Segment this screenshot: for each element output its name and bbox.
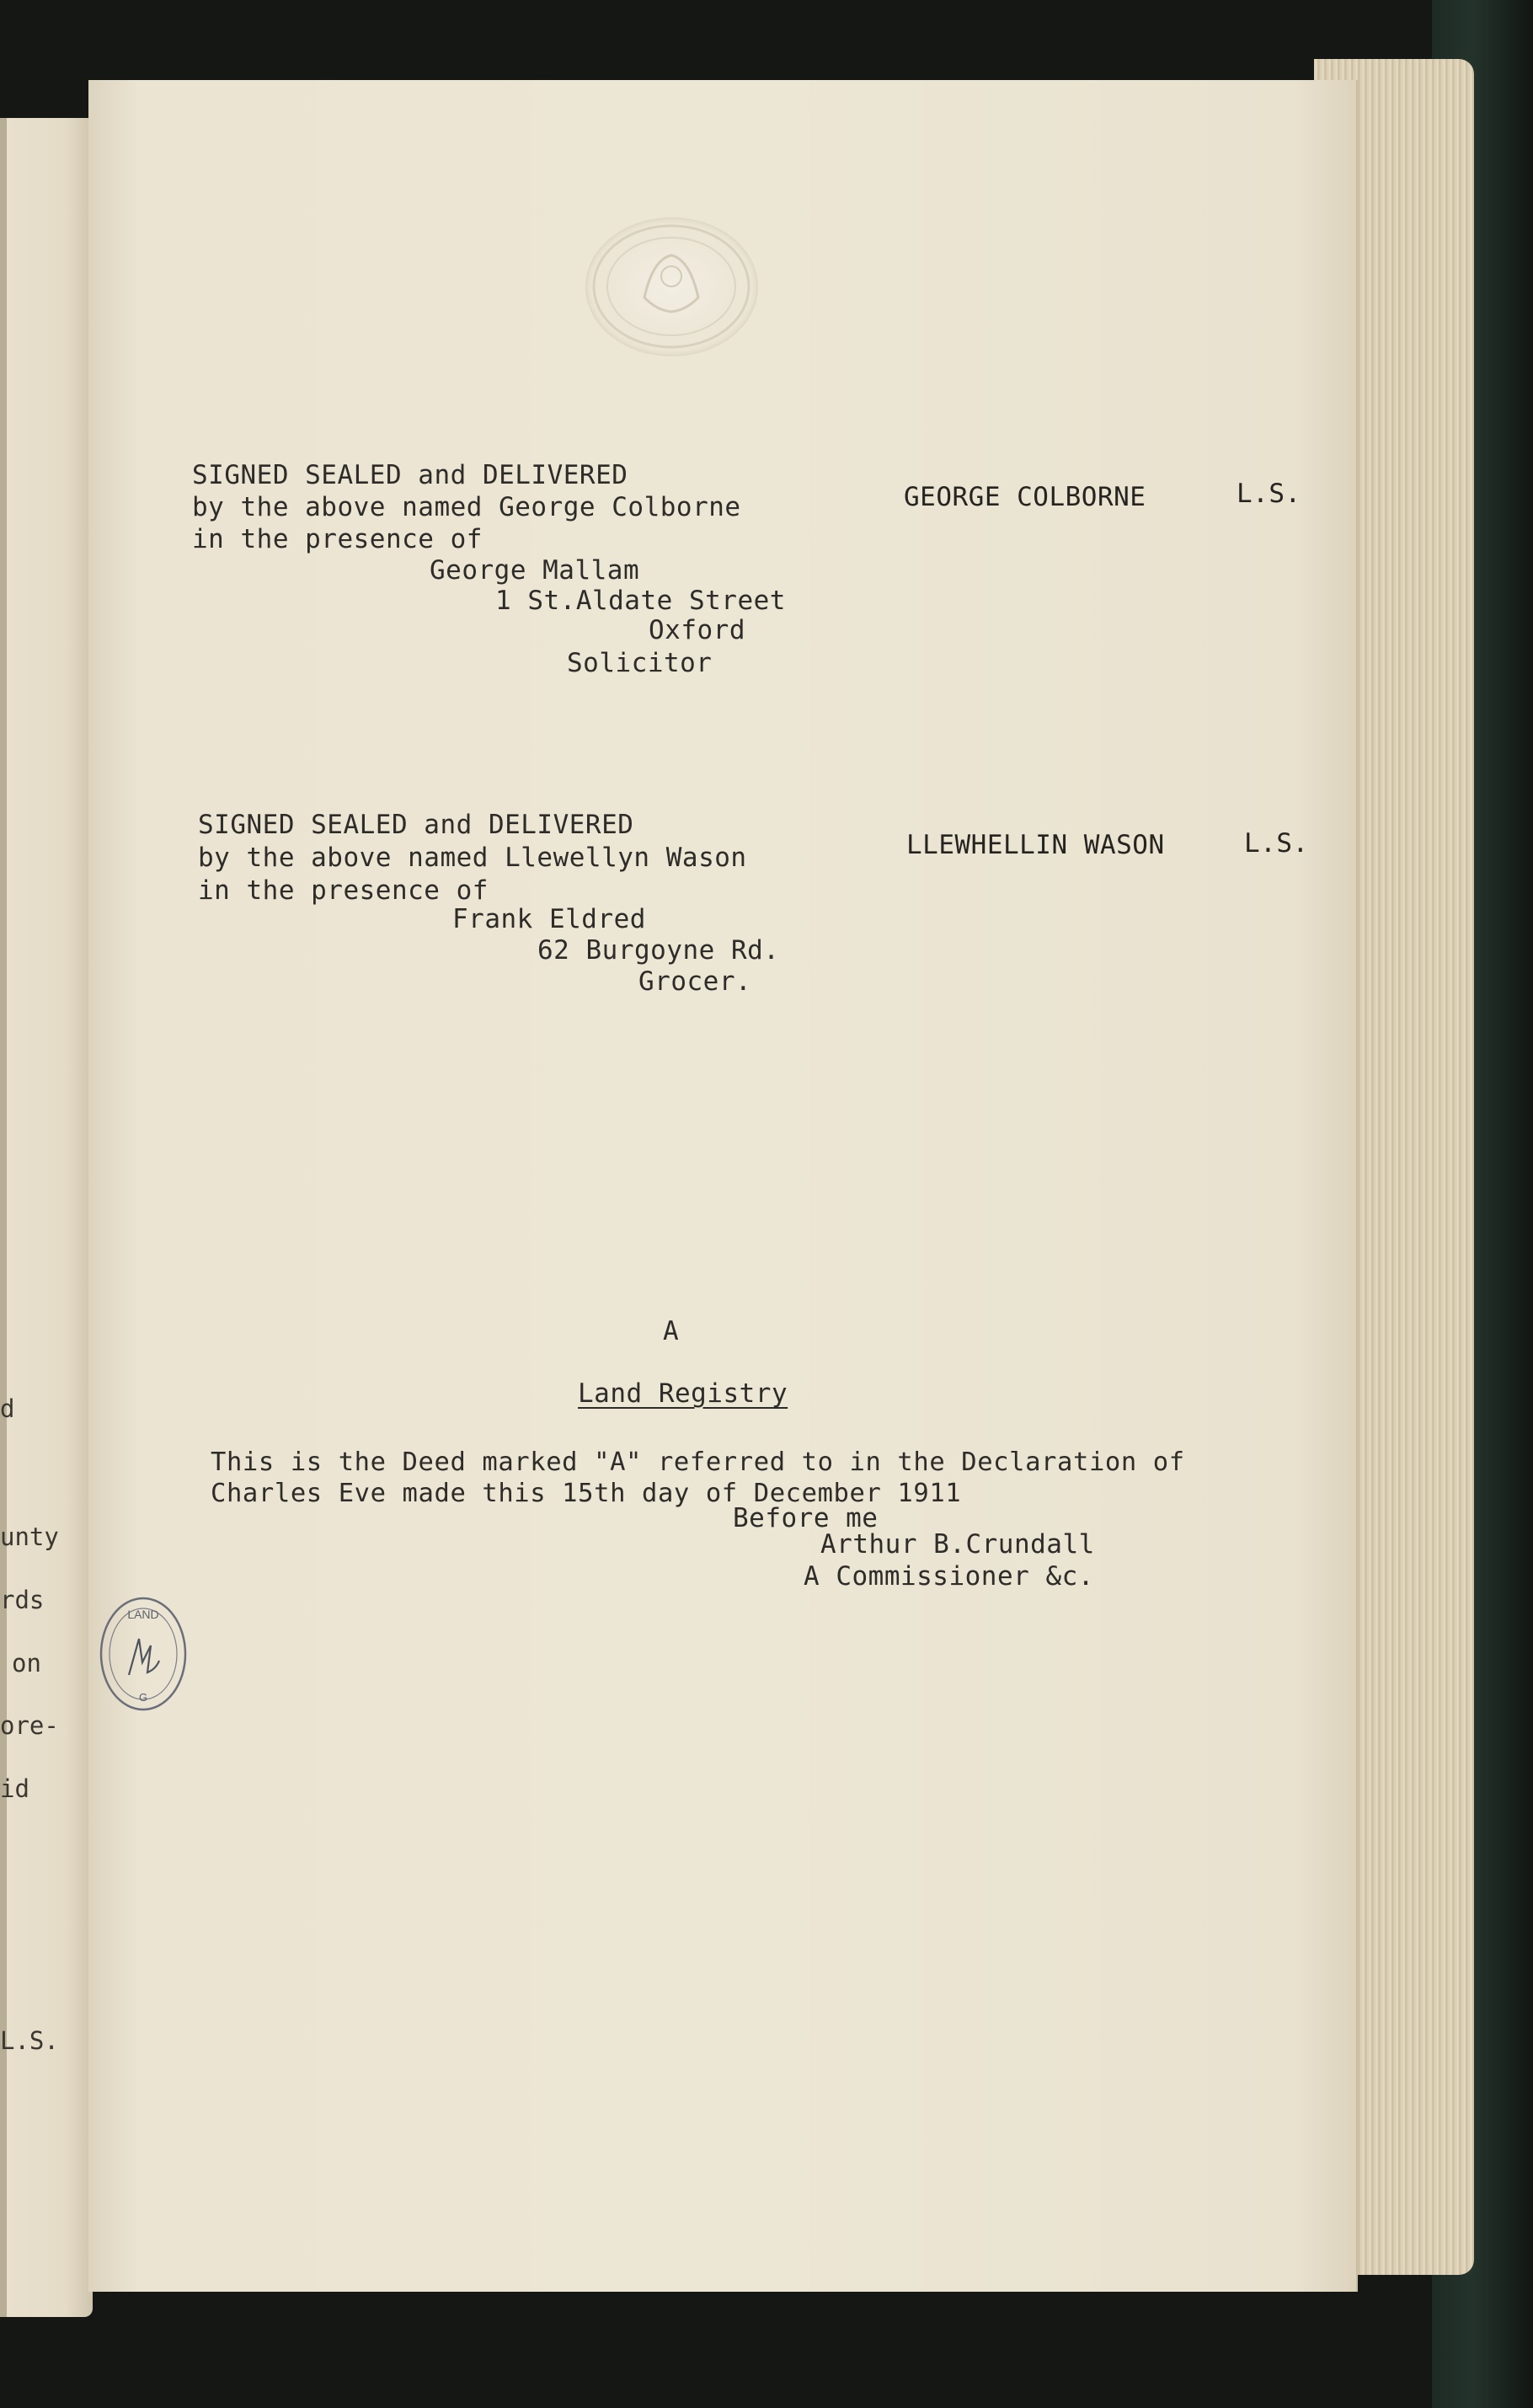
seal-mark: L.S.: [1237, 479, 1301, 509]
exhibit-statement: Charles Eve made this 15th day of December 1911: [211, 1479, 962, 1508]
exhibit-before-me: Before me: [733, 1503, 879, 1533]
witness-occupation: Grocer.: [638, 966, 752, 997]
witness-address: 62 Burgoyne Rd.: [537, 935, 780, 966]
exhibit-statement: This is the Deed marked "A" referred to in the Declaration of: [211, 1447, 1185, 1477]
signatory-name: LLEWHELLIN WASON: [906, 830, 1165, 860]
seal-mark: L.S.: [1244, 828, 1309, 859]
witness-occupation: Solicitor: [567, 648, 713, 678]
attestation-line: in the presence of: [198, 875, 489, 906]
svg-text:G: G: [138, 1691, 148, 1704]
attestation-line: SIGNED SEALED and DELIVERED: [198, 810, 634, 840]
attestation-line: by the above named George Colborne: [192, 492, 741, 522]
left-fragment: on: [12, 1649, 41, 1678]
commissioner-title: A Commissioner &c.: [804, 1561, 1094, 1592]
document-page: [88, 80, 1356, 2292]
left-fragment: ore-: [0, 1711, 59, 1740]
left-fragment: unty: [0, 1522, 59, 1551]
exhibit-mark: A: [663, 1316, 680, 1346]
exhibit-heading: Land Registry: [578, 1378, 788, 1409]
embossed-seal-icon: [585, 217, 758, 356]
witness-name: Frank Eldred: [452, 904, 646, 934]
attestation-line: by the above named Llewellyn Wason: [198, 843, 747, 873]
left-fragment: L.S.: [0, 2026, 59, 2055]
left-page: [0, 118, 93, 2317]
left-page-edge: [0, 118, 7, 2317]
attestation-line: SIGNED SEALED and DELIVERED: [192, 460, 628, 490]
witness-name: George Mallam: [430, 555, 640, 586]
commissioner-name: Arthur B.Crundall: [820, 1529, 1095, 1560]
witness-address: 1 St.Aldate Street: [495, 586, 786, 616]
left-fragment: id: [0, 1774, 29, 1803]
left-fragment: d: [0, 1394, 15, 1423]
svg-text:LAND: LAND: [127, 1608, 159, 1621]
attestation-line: in the presence of: [192, 524, 483, 554]
signatory-name: GEORGE COLBORNE: [904, 482, 1146, 512]
left-fragment: rds: [0, 1586, 45, 1614]
land-registry-stamp-icon: [97, 1595, 190, 1713]
witness-address: Oxford: [649, 615, 745, 645]
